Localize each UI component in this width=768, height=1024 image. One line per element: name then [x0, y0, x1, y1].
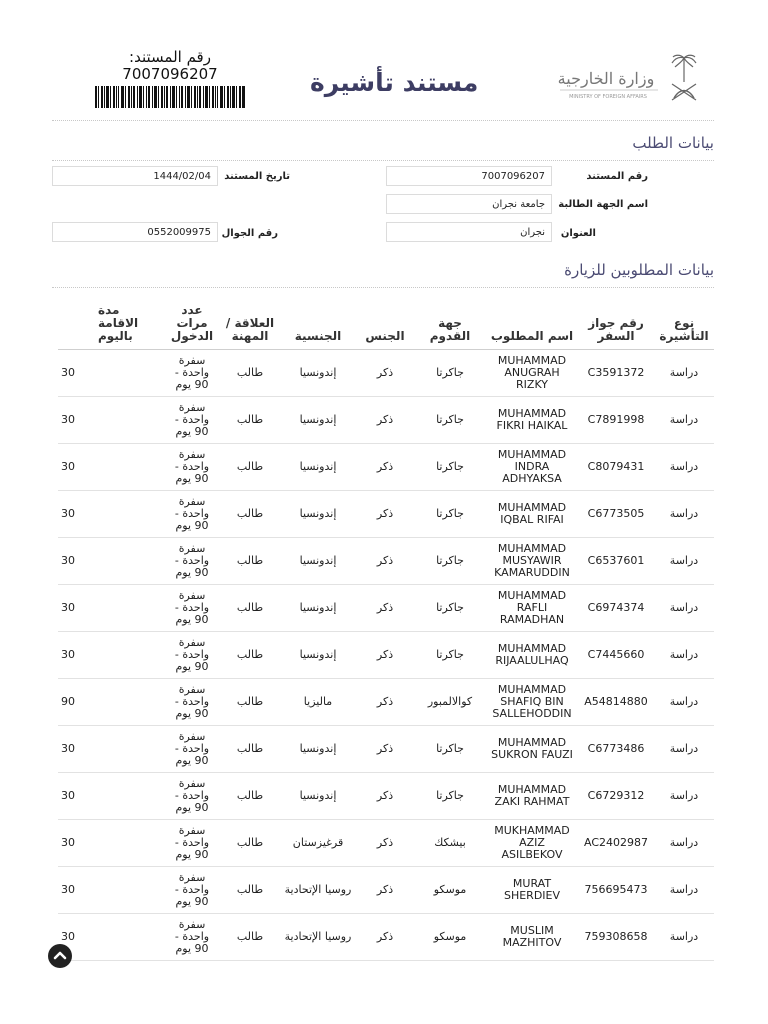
gender-cell: ذكر	[356, 444, 414, 491]
entries-cell: سفرة واحدة - 90 يوم	[164, 632, 220, 679]
name-cell: MUHAMMAD ZAKI RAHMAT	[486, 773, 578, 820]
nationality-cell: إندونسيا	[280, 773, 356, 820]
table-row	[58, 632, 714, 679]
divider	[52, 160, 714, 161]
visitors-table	[58, 300, 714, 961]
nationality-cell: إندونسيا	[280, 350, 356, 397]
name-cell: MUHAMMAD IQBAL RIFAI	[486, 491, 578, 538]
mobile-label: رقم الجوال	[221, 228, 278, 239]
days-cell: 30	[58, 444, 164, 491]
port-cell: موسكو	[414, 867, 486, 914]
relation-cell: طالب	[220, 773, 280, 820]
port-cell: جاكرتا	[414, 350, 486, 397]
days-cell: 30	[58, 350, 164, 397]
relation-cell: طالب	[220, 914, 280, 961]
gender-cell: ذكر	[356, 632, 414, 679]
name-cell: MUSLIM MAZHITOV	[486, 914, 578, 961]
page-title: مستند تأشيرة	[310, 68, 479, 97]
name-cell: MUKHAMMAD AZIZ ASILBEKOV	[486, 820, 578, 867]
request-section-title: بيانات الطلب	[632, 134, 714, 152]
entries-cell: سفرة واحدة - 90 يوم	[164, 538, 220, 585]
days-cell: 30	[58, 914, 164, 961]
table-row	[58, 350, 714, 397]
relation-cell: طالب	[220, 585, 280, 632]
name-cell: MURAT SHERDIEV	[486, 867, 578, 914]
col-passport: رقم جواز السفر	[578, 300, 654, 350]
visa-type-cell: دراسة	[654, 585, 714, 632]
passport-cell: 756695473	[578, 867, 654, 914]
entries-cell: سفرة واحدة - 90 يوم	[164, 867, 220, 914]
port-cell: بيشكك	[414, 820, 486, 867]
document-number-block	[90, 48, 250, 108]
days-cell: 30	[58, 491, 164, 538]
days-cell: 30	[58, 773, 164, 820]
entries-cell: سفرة واحدة - 90 يوم	[164, 585, 220, 632]
passport-cell: C6773486	[578, 726, 654, 773]
table-row	[58, 538, 714, 585]
gender-cell: ذكر	[356, 538, 414, 585]
nationality-cell: إندونسيا	[280, 491, 356, 538]
relation-cell: طالب	[220, 820, 280, 867]
port-cell: جاكرتا	[414, 585, 486, 632]
entries-cell: سفرة واحدة - 90 يوم	[164, 397, 220, 444]
nationality-cell: إندونسيا	[280, 632, 356, 679]
relation-cell: طالب	[220, 726, 280, 773]
col-gender: الجنس	[356, 300, 414, 350]
name-cell: MUHAMMAD SUKRON FAUZI	[486, 726, 578, 773]
col-relation: العلاقة / المهنة	[220, 300, 280, 350]
name-cell: MUHAMMAD RIJAALULHAQ	[486, 632, 578, 679]
days-cell: 30	[58, 585, 164, 632]
days-cell: 30	[58, 726, 164, 773]
table-header-row	[58, 300, 714, 350]
divider	[52, 287, 714, 288]
ministry-logo	[550, 50, 700, 110]
entries-cell: سفرة واحدة - 90 يوم	[164, 820, 220, 867]
visa-type-cell: دراسة	[654, 820, 714, 867]
nationality-cell: إندونسيا	[280, 444, 356, 491]
name-cell: MUHAMMAD SHAFIQ BIN SALLEHODDIN	[486, 679, 578, 726]
days-cell: 30	[58, 820, 164, 867]
visa-type-cell: دراسة	[654, 914, 714, 961]
entries-cell: سفرة واحدة - 90 يوم	[164, 491, 220, 538]
visa-type-cell: دراسة	[654, 679, 714, 726]
gender-cell: ذكر	[356, 350, 414, 397]
nationality-cell: ماليزيا	[280, 679, 356, 726]
visitors-section-title: بيانات المطلوبين للزيارة	[564, 261, 714, 279]
gender-cell: ذكر	[356, 585, 414, 632]
port-cell: جاكرتا	[414, 726, 486, 773]
visitors-table-body	[58, 350, 714, 961]
passport-cell: A54814880	[578, 679, 654, 726]
name-cell: MUHAMMAD RAFLI RAMADHAN	[486, 585, 578, 632]
port-cell: جاكرتا	[414, 397, 486, 444]
entries-cell: سفرة واحدة - 90 يوم	[164, 773, 220, 820]
port-cell: جاكرتا	[414, 491, 486, 538]
visa-type-cell: دراسة	[654, 632, 714, 679]
mobile-field: 0552009975	[52, 222, 218, 242]
doc-number-label: رقم المستند	[586, 171, 648, 182]
address-label: العنوان	[560, 228, 596, 239]
nationality-cell: إندونسيا	[280, 538, 356, 585]
passport-cell: C3591372	[578, 350, 654, 397]
port-cell: جاكرتا	[414, 538, 486, 585]
name-cell: MUHAMMAD MUSYAWIR KAMARUDDIN	[486, 538, 578, 585]
gender-cell: ذكر	[356, 491, 414, 538]
name-cell: MUHAMMAD FIKRI HAIKAL	[486, 397, 578, 444]
relation-cell: طالب	[220, 867, 280, 914]
nationality-cell: قرغيزستان	[280, 820, 356, 867]
nationality-cell: إندونسيا	[280, 397, 356, 444]
gender-cell: ذكر	[356, 397, 414, 444]
table-row	[58, 773, 714, 820]
relation-cell: طالب	[220, 538, 280, 585]
passport-cell: C6974374	[578, 585, 654, 632]
days-cell: 30	[58, 538, 164, 585]
passport-cell: C8079431	[578, 444, 654, 491]
table-row	[58, 679, 714, 726]
doc-number-field: 7007096207	[386, 166, 552, 186]
passport-cell: C6773505	[578, 491, 654, 538]
entries-cell: سفرة واحدة - 90 يوم	[164, 726, 220, 773]
name-cell: MUHAMMAD ANUGRAH RIZKY	[486, 350, 578, 397]
gender-cell: ذكر	[356, 773, 414, 820]
relation-cell: طالب	[220, 632, 280, 679]
svg-text:وزارة الخارجية: وزارة الخارجية	[557, 69, 655, 88]
col-entries: عدد مرات الدخول	[164, 300, 220, 350]
gender-cell: ذكر	[356, 914, 414, 961]
svg-text:MINISTRY OF FOREIGN AFFAIRS: MINISTRY OF FOREIGN AFFAIRS	[569, 94, 647, 100]
relation-cell: طالب	[220, 397, 280, 444]
col-port: جهة القدوم	[414, 300, 486, 350]
table-row	[58, 444, 714, 491]
relation-cell: طالب	[220, 444, 280, 491]
document-number: 7007096207	[122, 65, 218, 83]
days-cell: 30	[58, 632, 164, 679]
relation-cell: طالب	[220, 679, 280, 726]
table-row	[58, 820, 714, 867]
palm-swords-emblem-icon	[550, 50, 700, 106]
nationality-cell: روسيا الإتحادية	[280, 867, 356, 914]
table-row	[58, 914, 714, 961]
passport-cell: C7445660	[578, 632, 654, 679]
nationality-cell: إندونسيا	[280, 585, 356, 632]
port-cell: جاكرتا	[414, 773, 486, 820]
table-row	[58, 585, 714, 632]
requester-label: اسم الجهة الطالبة	[558, 199, 648, 210]
visa-type-cell: دراسة	[654, 350, 714, 397]
port-cell: جاكرتا	[414, 632, 486, 679]
gender-cell: ذكر	[356, 867, 414, 914]
gender-cell: ذكر	[356, 820, 414, 867]
visa-type-cell: دراسة	[654, 867, 714, 914]
table-row	[58, 491, 714, 538]
visa-type-cell: دراسة	[654, 397, 714, 444]
port-cell: جاكرتا	[414, 444, 486, 491]
nationality-cell: روسيا الإتحادية	[280, 914, 356, 961]
col-days: مدة الاقامة باليوم	[58, 300, 164, 350]
port-cell: كوالالمبور	[414, 679, 486, 726]
address-field: نجران	[386, 222, 552, 242]
doc-date-field: 1444/02/04	[52, 166, 218, 186]
days-cell: 30	[58, 867, 164, 914]
days-cell: 90	[58, 679, 164, 726]
document-header	[52, 48, 714, 118]
barcode	[95, 86, 245, 108]
days-cell: 30	[58, 397, 164, 444]
visa-type-cell: دراسة	[654, 538, 714, 585]
document-number-label: رقم المستند:	[129, 48, 211, 66]
table-row	[58, 867, 714, 914]
gender-cell: ذكر	[356, 679, 414, 726]
col-visa-type: نوع التأشيرة	[654, 300, 714, 350]
doc-date-label: تاريخ المستند	[224, 171, 290, 182]
name-cell: MUHAMMAD INDRA ADHYAKSA	[486, 444, 578, 491]
col-name: اسم المطلوب	[486, 300, 578, 350]
port-cell: موسكو	[414, 914, 486, 961]
relation-cell: طالب	[220, 350, 280, 397]
visa-type-cell: دراسة	[654, 726, 714, 773]
passport-cell: 759308658	[578, 914, 654, 961]
entries-cell: سفرة واحدة - 90 يوم	[164, 914, 220, 961]
table-row	[58, 726, 714, 773]
requester-field: جامعة نجران	[386, 194, 552, 214]
visa-type-cell: دراسة	[654, 444, 714, 491]
entries-cell: سفرة واحدة - 90 يوم	[164, 444, 220, 491]
passport-cell: C6537601	[578, 538, 654, 585]
entries-cell: سفرة واحدة - 90 يوم	[164, 350, 220, 397]
divider	[52, 120, 714, 121]
nationality-cell: إندونسيا	[280, 726, 356, 773]
visa-type-cell: دراسة	[654, 491, 714, 538]
col-nationality: الجنسية	[280, 300, 356, 350]
gender-cell: ذكر	[356, 726, 414, 773]
passport-cell: AC2402987	[578, 820, 654, 867]
visa-type-cell: دراسة	[654, 773, 714, 820]
relation-cell: طالب	[220, 491, 280, 538]
passport-cell: C7891998	[578, 397, 654, 444]
scroll-to-top-button[interactable]	[48, 944, 72, 968]
chevron-up-icon	[48, 944, 72, 968]
table-row	[58, 397, 714, 444]
entries-cell: سفرة واحدة - 90 يوم	[164, 679, 220, 726]
passport-cell: C6729312	[578, 773, 654, 820]
